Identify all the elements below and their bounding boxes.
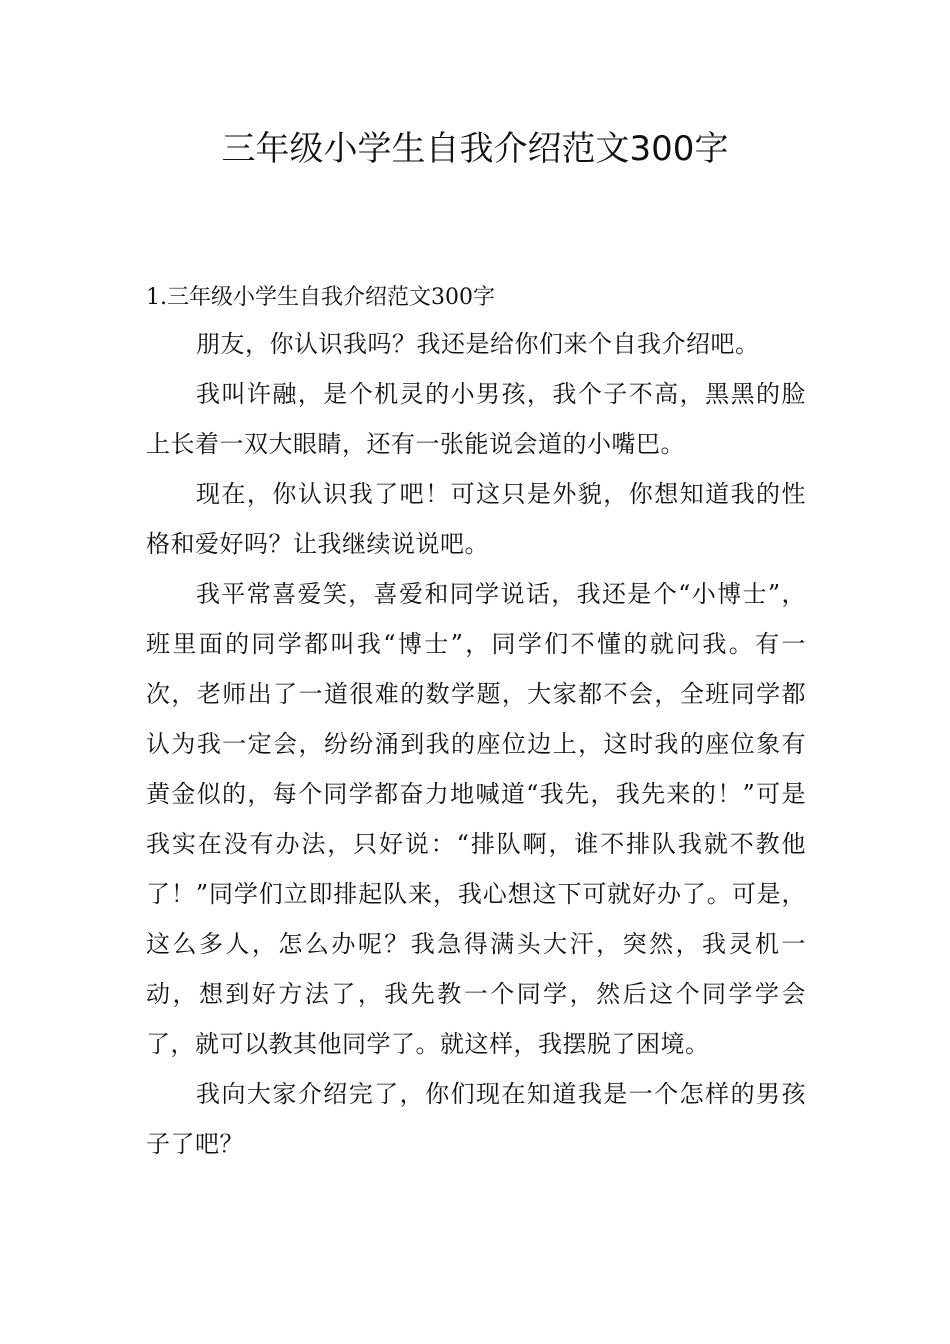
paragraph-3: 现在，你认识我了吧！可这只是外貌，你想知道我的性格和爱好吗？让我继续说说吧。 — [146, 480, 806, 558]
paragraph-4: 我平常喜爱笑，喜爱和同学说话，我还是个“小博士”，班里面的同学都叫我“博士”，同学们不懂的就问我。有一次，老师出了一道很难的数学题，大家都不会，全班同学都认为我一定会，纷纷涌到我的座位边上，这时我的座位象有黄金似的，每个同学都奋力地喊道“我先，我先来的！”可是我实在没有办法，只好说：“排队啊，谁不排队我就不教他了！”同学们立即排起队来，我心想这下可就好办了。可是，这么多人，怎么办呢？我急得满头大汗，突然，我灵机一动，想到好方法了，我先教一个同学，然后这个同学学会了，就可以教其他同学了。就这样，我摆脱了困境。 — [146, 580, 806, 1058]
paragraph-2: 我叫许融，是个机灵的小男孩，我个子不高，黑黑的脸上长着一双大眼睛，还有一张能说会道的小嘴巴。 — [146, 380, 806, 458]
section-heading: 1.三年级小学生自我介绍范文300字 — [146, 285, 495, 310]
document-body — [146, 283, 806, 1169]
document-title: 三年级小学生自我介绍范文300字 — [221, 129, 729, 169]
paragraph-1: 朋友，你认识我吗？我还是给你们来个自我介绍吧。 — [196, 330, 760, 358]
paragraph-5: 我向大家介绍完了，你们现在知道我是一个怎样的男孩子了吧？ — [146, 1080, 806, 1158]
